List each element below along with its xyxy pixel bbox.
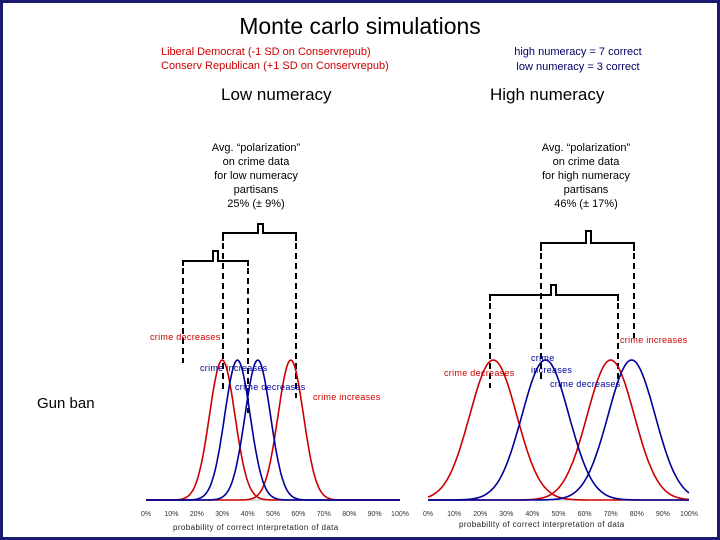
low-numeracy-polarization-note: Avg. “polarization” on crime data for low numeracy partisans 25% (± 9%) bbox=[211, 142, 301, 210]
series-conservative-crime-decreases bbox=[146, 360, 400, 500]
x-tick-label: 60% bbox=[577, 511, 592, 518]
annot-low-liberal-increases: crime increases bbox=[313, 392, 381, 402]
high-numeracy-polarization-note: Avg. “polarization” on crime data for high numeracy partisans 46% (± 17%) bbox=[541, 142, 631, 210]
low-numeracy-definition: low numeracy = 3 correct bbox=[516, 61, 640, 73]
annot-high-conservative-decreases: crime decreases bbox=[550, 379, 621, 389]
annot-high-liberal-increases: crime increases bbox=[620, 335, 688, 345]
bracket-high-liberal bbox=[490, 285, 618, 301]
annot-high-conservative-increases-1: crime bbox=[531, 353, 555, 363]
low-numeracy-brackets bbox=[183, 224, 296, 266]
x-tick-label: 40% bbox=[525, 511, 540, 518]
legend-conservative: Conserv Republican (+1 SD on Conservrepub) bbox=[161, 60, 389, 72]
x-tick-label: 80% bbox=[629, 511, 644, 518]
bracket-low-liberal bbox=[183, 251, 248, 266]
high-numeracy-heading: High numeracy bbox=[490, 85, 605, 104]
x-axis-label: probability of correct interpretation of data bbox=[173, 523, 339, 532]
annot-low-conservative-increases: crime increases bbox=[200, 363, 268, 373]
x-tick-label: 0% bbox=[422, 511, 434, 518]
slide-title: Monte carlo simulations bbox=[239, 13, 481, 39]
high-numeracy-brackets bbox=[490, 231, 634, 301]
annot-high-liberal-decreases: crime decreases bbox=[444, 368, 515, 378]
x-tick-label: 20% bbox=[473, 511, 488, 518]
x-axis-label: probability of correct interpretation of data bbox=[459, 520, 625, 529]
x-tick-label: 10% bbox=[447, 511, 462, 518]
x-tick-label: 10% bbox=[164, 511, 179, 518]
high-numeracy-definition: high numeracy = 7 correct bbox=[514, 46, 642, 58]
x-tick-label: 60% bbox=[291, 511, 306, 518]
x-tick-label: 20% bbox=[189, 511, 204, 518]
annot-low-conservative-decreases: crime decreases bbox=[235, 382, 306, 392]
x-tick-label: 90% bbox=[655, 511, 670, 518]
annot-high-conservative-increases-2: increases bbox=[531, 365, 573, 375]
x-tick-label: 30% bbox=[499, 511, 514, 518]
x-tick-label: 100% bbox=[391, 511, 409, 518]
annot-low-liberal-decreases: crime decreases bbox=[150, 332, 221, 342]
x-tick-label: 100% bbox=[680, 511, 698, 518]
x-tick-label: 80% bbox=[342, 511, 357, 518]
x-tick-label: 30% bbox=[215, 511, 230, 518]
bracket-low-avg bbox=[215, 239, 260, 251]
low-numeracy-heading: Low numeracy bbox=[221, 85, 332, 104]
x-tick-label: 70% bbox=[316, 511, 331, 518]
x-tick-label: 50% bbox=[551, 511, 566, 518]
row-label-gun-ban: Gun ban bbox=[37, 395, 95, 412]
slide bbox=[3, 3, 717, 537]
x-tick-label: 90% bbox=[367, 511, 382, 518]
chart-canvas bbox=[3, 3, 717, 537]
x-tick-label: 70% bbox=[603, 511, 618, 518]
bracket-low-conservative bbox=[223, 224, 296, 241]
x-tick-label: 50% bbox=[265, 511, 281, 518]
legend-liberal: Liberal Democrat (-1 SD on Conservrepub) bbox=[161, 46, 371, 58]
x-tick-label: 0% bbox=[140, 511, 152, 518]
bracket-high-conservative bbox=[541, 231, 634, 251]
x-tick-label: 40% bbox=[240, 511, 255, 518]
